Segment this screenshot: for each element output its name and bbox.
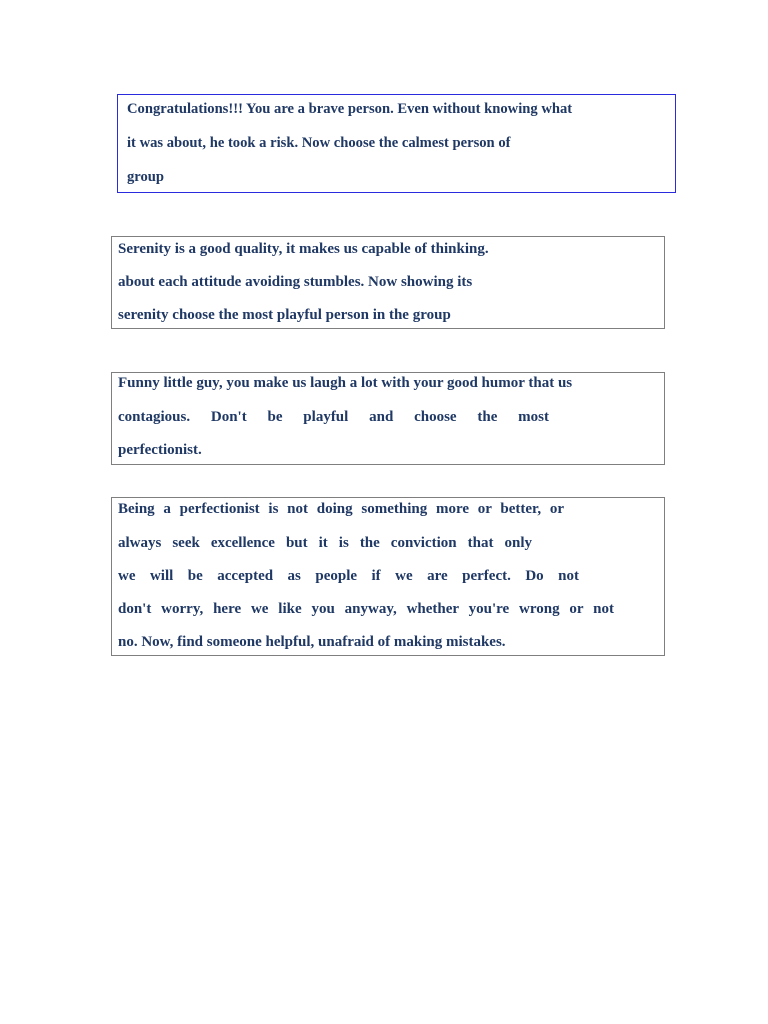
card-text-line: it was about, he took a risk. Now choose the calmest person of xyxy=(127,135,511,151)
message-card-perfectionist xyxy=(111,497,665,656)
card-text-line: Serenity is a good quality, it makes us capable of thinking. xyxy=(118,241,489,257)
card-text-line: we will be accepted as people if we are perfect. Do not xyxy=(118,568,579,584)
card-text-line: contagious. Don't be playful and choose the most xyxy=(118,409,549,425)
card-text-line: Congratulations!!! You are a brave person. Even without knowing what xyxy=(127,101,573,117)
message-card-serenity xyxy=(111,236,665,329)
card-text-line: don't worry, here we like you anyway, whether you're wrong or not xyxy=(118,601,614,617)
card-text-line: about each attitude avoiding stumbles. Now showing its xyxy=(118,274,473,290)
card-text-line: Being a perfectionist is not doing something more or better, or xyxy=(118,501,564,517)
card-text-line: no. Now, find someone helpful, unafraid of making mistakes. xyxy=(118,634,506,650)
message-card-brave xyxy=(117,94,676,193)
message-card-funny xyxy=(111,372,665,465)
card-text-line: perfectionist. xyxy=(118,442,202,458)
card-text-line: Funny little guy, you make us laugh a lot with your good humor that us xyxy=(118,375,573,391)
card-text-line: serenity choose the most playful person in the group xyxy=(118,307,451,323)
card-text-line: group xyxy=(127,169,165,185)
card-text-line: always seek excellence but it is the conviction that only xyxy=(118,535,532,551)
